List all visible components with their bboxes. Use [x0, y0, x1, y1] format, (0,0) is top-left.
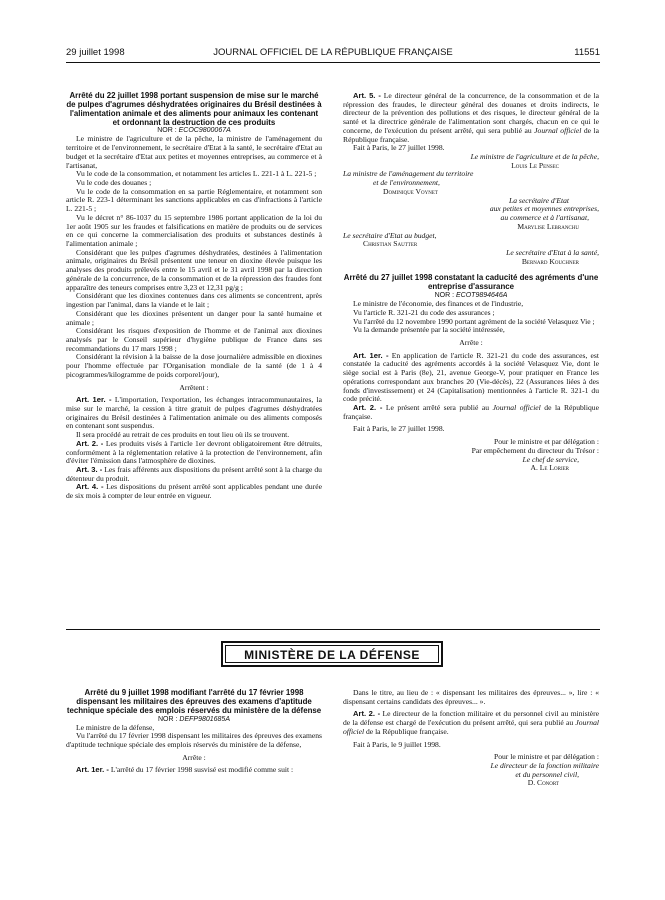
paragraph: Le ministre de la défense, — [76, 722, 155, 732]
left-column-top — [66, 92, 322, 501]
paragraph: Vu le code de la consommation, et notamment les articles L. 221-1 à L. 221-5 ; — [76, 169, 317, 179]
signatory-name: Dominique Voynet — [383, 186, 438, 196]
delegation-role: Le chef de service, — [522, 454, 579, 464]
article-1: Art. 1er. - L'arrêté du 17 février 1998 susvisé est modifié comme suit : — [76, 765, 294, 775]
fait-line: Fait à Paris, le 9 juillet 1998. — [353, 739, 441, 749]
signatory-role: et de l'environnement, — [373, 178, 440, 188]
signatory-name: D. Conort — [527, 778, 559, 788]
paragraph: Vu le code de la consommation en sa partie Réglementaire, et notamment son article R. 223-1 déterminant les sanctions applicables en cas d'infractions à l'article L. 221-5 ; — [66, 186, 322, 214]
paragraph: Vu l'arrêté du 17 février 1998 dispensant les militaires des épreuves des examens d'aptitude technique spéciale des emplois réservés du ministère de la défense, — [66, 731, 322, 750]
header-page-number: 11551 — [574, 47, 600, 58]
nor-reference: NOR : ECOC9800067A — [157, 127, 231, 135]
article-4: Art. 4. - Les dispositions du présent arrêté sont applicables pendant une durée de six mois à compter de leur entrée en vigueur. — [66, 482, 322, 501]
paragraph: Vu l'article R. 321-21 du code des assurances ; — [353, 307, 495, 317]
nor-reference: NOR : ECOT9894646A — [434, 292, 508, 300]
signatory-role: La ministre de l'aménagement du territoire — [343, 169, 474, 179]
right-column-top — [343, 92, 599, 473]
arretent-heading: Arrêtent : — [179, 382, 209, 392]
paragraph: Le ministre de l'économie, des finances et de l'industrie, — [353, 299, 524, 309]
delegation-line: Pour le ministre et par délégation : — [493, 752, 599, 762]
article-2: Art. 2. - Le directeur de la fonction militaire et du personnel civil au ministère de la défense est chargé de l'exécution du présent arrêté, qui sera publié au Journal officiel de la République française. — [343, 709, 599, 736]
decree-title: Arrêté du 27 juillet 1998 constatant la caducité des agréments d'une entreprise d'assurance — [343, 273, 599, 292]
article-3: Art. 3. - Les frais afférents aux dispositions du présent arrêté sont à la charge du détenteur du produit. — [66, 465, 322, 483]
delegation-role: et du personnel civil, — [515, 769, 579, 779]
signatory-name: Christian Sautter — [363, 239, 418, 249]
paragraph: Vu l'arrêté du 12 novembre 1990 portant agrément de la société Velasquez Vie ; — [353, 316, 595, 326]
signatory-name: Marylise Lebranchu — [517, 221, 579, 231]
paragraph: Considérant que les pulpes d'agrumes déshydratées, destinées à l'alimentation animale, originaires du Brésil présentent une teneur en dioxine élevée puisque les analyses des produits prélevés entre le 15 avril et le 31 avril 1998 par la direction générale de la concurrence, de la consommation et de la répression des fraudes font apparaître des teneurs comprises entre 3,23 et 12,31 pg/g ; — [66, 247, 322, 292]
fait-line: Fait à Paris, le 27 juillet 1998. — [353, 143, 445, 153]
paragraph: Il sera procédé au retrait de ces produits en tout lieu où ils se trouvent. — [76, 430, 290, 440]
article-1: Art. 1er. - En application de l'article R. 321-21 du code des assurances, est constatée la caducité des agréments accordés à la société Velasquez Vie, dont le siège social est à Paris (8e), 21, avenue George-V, pour pratiquer en France les opérations correspondant aux branches 20 (Vie-décès), 22 (Assurances liées à des fonds d'investissement) et 24 (Capitalisation) mentionnées à l'article R. 321-1 du code précité. — [343, 350, 599, 404]
ministry-banner — [221, 641, 443, 667]
signatory-name: Louis Le Pensec — [511, 160, 559, 170]
article-5: Art. 5. - Le directeur général de la concurrence, de la consommation et de la répression des fraudes, le directeur général des douanes et droits indirects, le directeur de la prévention des pollutions et des risques, le directeur général de la santé et la directrice générale de l'alimentation sont chargés, chacun en ce qui le concerne, de l'exécution du présent arrêté, qui sera publié au Journal officiel de la République française. — [343, 91, 600, 144]
delegation-line: Par empêchement du directeur du Trésor : — [471, 445, 599, 455]
arrete-heading: Arrête : — [459, 337, 483, 347]
section-rule — [66, 629, 600, 630]
arrete-heading: Arrête : — [182, 752, 206, 762]
paragraph: Vu le code des douanes ; — [76, 178, 152, 188]
signatory-role: au commerce et à l'artisanat, — [500, 213, 589, 223]
signatory-role: La secrétaire d'Etat — [509, 195, 569, 205]
paragraph: Le ministre de l'agriculture et de la pêche, la ministre de l'aménagement du territoire et de l'environnement, le secrétaire d'Etat à la santé, le secrétaire d'Etat au budget et la secrétaire d'Etat aux petites et moyennes entreprises, au commerce et à l'artisanat, — [66, 134, 322, 170]
article-2: Art. 2. - Le présent arrêté sera publié au Journal officiel de la République française. — [343, 403, 599, 421]
article-2: Art. 2. - Les produits visés à l'article 1er devront obligatoirement être détruits, conformément à la réglementation relative à la protection de l'environnement, afin d'éviter l'émission dans l'atmosphère de dioxines. — [66, 438, 322, 466]
paragraph: Considérant la révision à la baisse de la dose journalière admissible en dioxines pour l'homme effectuée par l'Organisation mondiale de la santé (de 1 à 4 picogrammes/kilogramme de poids corporel/jour), — [66, 352, 322, 379]
paragraph: Vu le décret n° 86-1037 du 15 septembre 1986 portant application de la loi du 1er août 1905 sur les fraudes et falsifications en matière de produits ou de services en ce qui concerne la commercialisation des produits et substances destinés à l'alimentation animale ; — [66, 212, 322, 249]
header-rule — [66, 62, 600, 63]
nor-reference: NOR : DEFP9801685A — [158, 715, 230, 723]
fait-line: Fait à Paris, le 27 juillet 1998. — [353, 424, 445, 434]
left-column-bottom — [66, 689, 322, 775]
decree-title: Arrêté du 22 juillet 1998 portant suspension de mise sur le marché de pulpes d'agrumes déshydratées originaires du Brésil destinées à l'alimentation animale et des aliments pour animaux les contenant et ordonnant la destruction de ces produits — [66, 91, 322, 127]
ministry-title: MINISTÈRE DE LA DÉFENSE — [225, 645, 439, 663]
delegation-role: Le directeur de la fonction militaire — [490, 761, 599, 771]
signatory-name: Bernard Kouchner — [521, 256, 579, 266]
paragraph: Considérant que les dioxines présentent un danger pour la santé humaine et animale ; — [66, 308, 322, 327]
paragraph: Considérant les risques d'exposition de l'homme et de l'animal aux dioxines analysés par le Conseil supérieur d'hygiène publique de France dans ses recommandations du 17 mars 1998 ; — [66, 326, 322, 353]
signatory-name: A. Le Lorier — [530, 463, 569, 473]
signatory-role: Le secrétaire d'Etat à la santé, — [506, 247, 599, 257]
paragraph: Dans le titre, au lieu de : « dispensant les militaires des épreuves... », lire : « dispensant certains candidats des épreuves... ». — [343, 688, 599, 706]
signatory-role: aux petites et moyennes entreprises, — [489, 204, 599, 214]
page-header — [66, 47, 600, 61]
article-1: Art. 1er. - L'importation, l'exportation, les échanges intracommunautaires, la mise sur le marché, la cession à titre gratuit de pulpes d'agrumes déshydratées originaires du Brésil destinées à l'alimentation animale ou des aliments composés en contenant sont suspendus. — [66, 395, 322, 431]
right-column-bottom — [343, 689, 599, 788]
paragraph: Vu la demande présentée par la société intéressée, — [353, 325, 505, 335]
paragraph: Considérant que les dioxines contenues dans ces aliments se concentrent, après ingestion par l'animal, dans la viande et le lait ; — [66, 291, 322, 310]
signatory-role: Le secrétaire d'Etat au budget, — [343, 230, 437, 240]
delegation-line: Pour le ministre et par délégation : — [493, 437, 599, 447]
header-date: 29 juillet 1998 — [66, 47, 125, 58]
decree-title: Arrêté du 9 juillet 1998 modifiant l'arrêté du 17 février 1998 dispensant les militaires des épreuves des examens d'aptitude technique spéciale des emplois réservés du ministère de la défense — [66, 688, 322, 715]
signatory-role: Le ministre de l'agriculture et de la pêche, — [470, 152, 599, 162]
header-journal-title: JOURNAL OFFICIEL DE LA RÉPUBLIQUE FRANÇAISE — [213, 47, 453, 58]
